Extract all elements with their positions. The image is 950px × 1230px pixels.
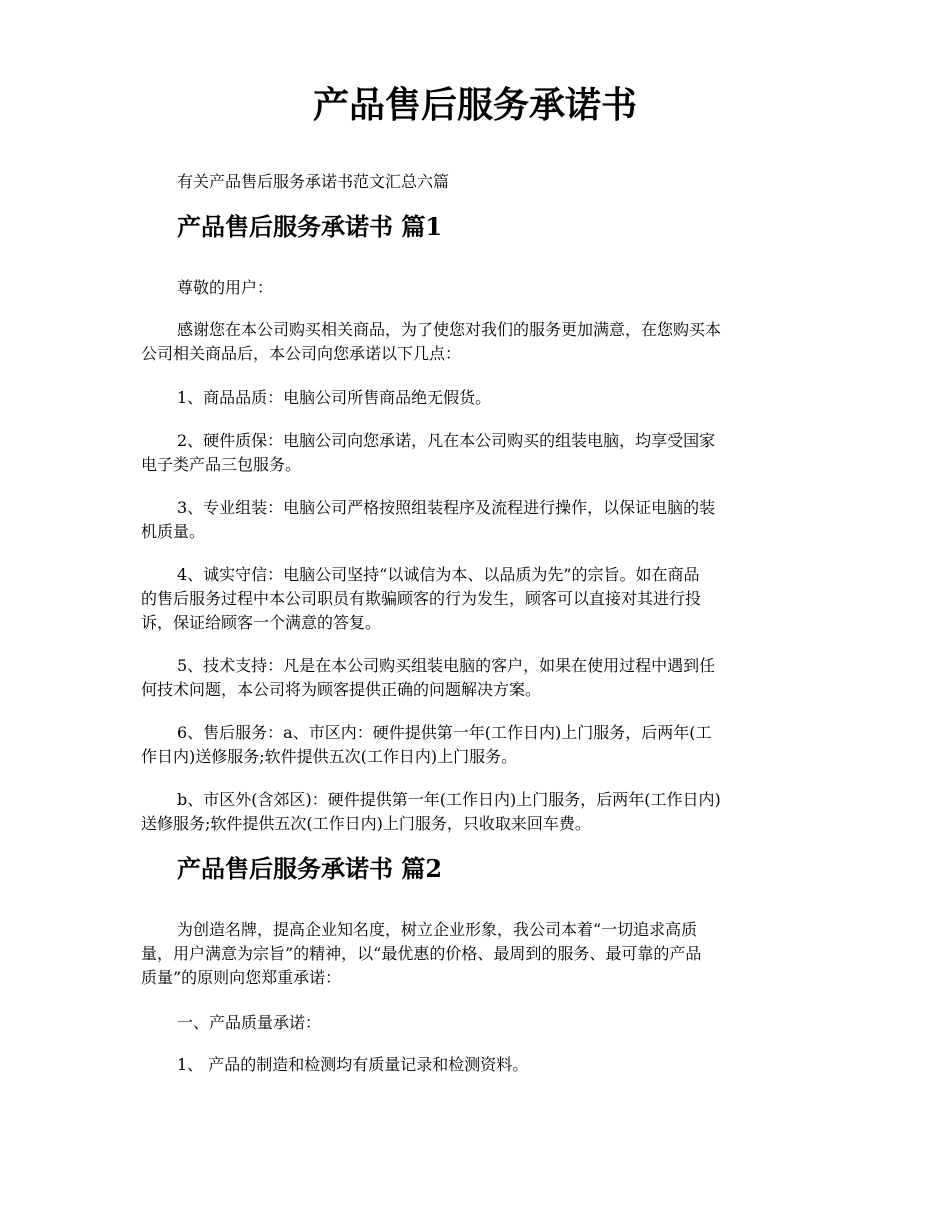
paragraph-line: b、市区外(含郊区)：硬件提供第一年(工作日内)上门服务，后两年(工作日内)	[177, 790, 721, 809]
paragraph-line: 诉，保证给顾客一个满意的答复。	[141, 613, 382, 632]
paragraph-line: 1、商品品质：电脑公司所售商品绝无假货。	[177, 388, 492, 407]
paragraph-line: 感谢您在本公司购买相关商品，为了使您对我们的服务更加满意，在您购买本	[177, 320, 722, 339]
paragraph-line: 作日内)送修服务;软件提供五次(工作日内)上门服务。	[141, 747, 518, 766]
section-heading: 产品售后服务承诺书 篇1	[177, 212, 443, 241]
paragraph-line: 为创造名牌，提高企业知名度，树立企业形象，我公司本着“一切追求高质	[177, 920, 698, 939]
paragraph-line: 量，用户满意为宗旨”的精神，以“最优惠的价格、最周到的服务、最可靠的产品	[141, 944, 702, 963]
paragraph-line: 3、专业组装：电脑公司严格按照组装程序及流程进行操作，以保证电脑的装	[177, 498, 716, 517]
paragraph-line: 5、技术支持：凡是在本公司购买组装电脑的客户，如果在使用过程中遇到任	[177, 656, 716, 675]
paragraph	[141, 276, 821, 300]
paragraph	[141, 318, 821, 366]
paragraph-line: 尊敬的用户：	[177, 278, 274, 297]
paragraph-line: 4、诚实守信：电脑公司坚持“以诚信为本、以品质为先”的宗旨。如在商品	[177, 565, 700, 584]
paragraph	[141, 1011, 821, 1035]
document-title: 产品售后服务承诺书	[312, 84, 637, 126]
paragraph-line: 送修服务;软件提供五次(工作日内)上门服务，只收取来回车费。	[141, 814, 591, 833]
paragraph	[141, 429, 821, 477]
paragraph	[141, 788, 821, 836]
paragraph	[141, 721, 821, 769]
paragraph-line: 质量”的原则向您郑重承诺：	[141, 968, 342, 987]
paragraph-line: 2、硬件质保：电脑公司向您承诺，凡在本公司购买的组装电脑，均享受国家	[177, 431, 716, 450]
document-subtitle: 有关产品售后服务承诺书范文汇总六篇	[177, 172, 450, 191]
paragraph-line: 电子类产品三包服务。	[141, 455, 302, 474]
paragraph	[141, 386, 821, 410]
paragraph-line: 1、 产品的制造和检测均有质量记录和检测资料。	[177, 1055, 529, 1074]
paragraph	[141, 1053, 821, 1077]
paragraph	[141, 918, 821, 990]
paragraph	[141, 563, 821, 635]
paragraph-line: 何技术问题，本公司将为顾客提供正确的问题解决方案。	[141, 680, 542, 699]
paragraph-line: 一、产品质量承诺：	[177, 1013, 322, 1032]
section-heading: 产品售后服务承诺书 篇2	[177, 854, 443, 883]
paragraph-line: 机质量。	[141, 522, 206, 541]
paragraph	[141, 654, 821, 702]
paragraph-line: 的售后服务过程中本公司职员有欺骗顾客的行为发生，顾客可以直接对其进行投	[141, 589, 702, 608]
paragraph-line: 6、售后服务：a、市区内：硬件提供第一年(工作日内)上门服务，后两年(工	[177, 723, 712, 742]
paragraph	[141, 496, 821, 544]
paragraph-line: 公司相关商品后，本公司向您承诺以下几点：	[141, 344, 462, 363]
